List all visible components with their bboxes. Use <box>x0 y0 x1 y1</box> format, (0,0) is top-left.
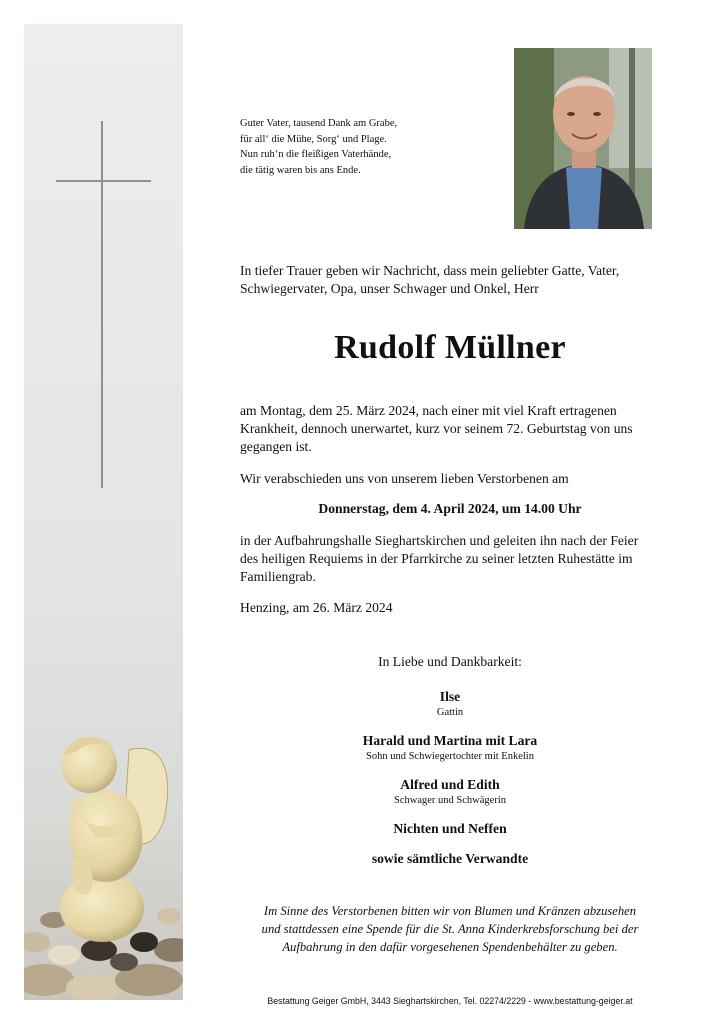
donation-note <box>200 902 700 956</box>
donation-note-line: Im Sinne des Verstorbenen bitten wir von Blumen und Kränzen abzusehen <box>263 904 637 918</box>
ceremony-line: Familiengrab. <box>240 569 316 584</box>
place-date: Henzing, am 26. März 2024 <box>240 600 393 615</box>
death-notice-line: Krankheit, dennoch unerwartet, kurz vor seinem 72. Geburtstag von uns <box>240 421 633 436</box>
memorial-poem <box>240 116 480 178</box>
death-notice-line: gegangen ist. <box>240 439 312 454</box>
cross-icon-bar <box>56 180 151 182</box>
announcement-intro <box>240 262 660 298</box>
poem-line: Nun ruh‘n die fleißigen Vaterhände, <box>240 149 392 160</box>
farewell-intro: Wir verabschieden uns von unserem lieben Verstorbenen am <box>240 471 569 486</box>
death-notice <box>240 402 660 456</box>
death-notice-line: am Montag, dem 25. März 2024, nach einer mit viel Kraft ertragenen <box>240 403 617 418</box>
deceased-name: Rudolf Müllner <box>334 329 566 366</box>
mourner-relation: Gattin <box>436 707 464 718</box>
mourner-entry <box>240 688 660 719</box>
cross-icon <box>101 121 103 488</box>
poem-line: für all‘ die Mühe, Sorg‘ und Plage. <box>240 133 387 145</box>
ceremony-details <box>240 532 660 586</box>
mourner-entry <box>240 776 660 807</box>
mourner-relation: Schwager und Schwägerin <box>394 795 506 806</box>
ceremony-line: des heiligen Requiems in der Pfarrkirche zu seiner letzten Ruhestätte im <box>240 551 633 566</box>
love-line: In Liebe und Dankbarkeit: <box>378 654 522 669</box>
mourner-name: Ilse <box>439 689 461 704</box>
mourner-name: Nichten und Neffen <box>393 821 507 836</box>
poem-line: Guter Vater, tausend Dank am Grabe, <box>240 118 398 129</box>
mourner-relation: Sohn und Schwiegertochter mit Enkelin <box>366 751 534 762</box>
decorative-side-strip <box>24 24 183 1000</box>
ceremony-line: in der Aufbahrungshalle Sieghartskirchen und geleiten ihn nach der Feier <box>240 533 639 548</box>
mourner-name: sowie sämtliche Verwandte <box>371 851 529 866</box>
portrait-photo <box>514 48 652 229</box>
intro-line: In tiefer Trauer geben wir Nachricht, dass mein geliebter Gatte, Vater, <box>240 263 620 278</box>
donation-note-line: und stattdessen eine Spende für die St. Anna Kinderkrebsforschung bei der <box>261 922 639 936</box>
funeral-home-footer: Bestattung Geiger GmbH, 3443 Sieghartskirchen, Tel. 02274/2229 - www.bestattung-geiger.at <box>267 996 633 1006</box>
ceremony-date: Donnerstag, dem 4. April 2024, um 14.00 Uhr <box>318 501 582 516</box>
mourner-name: Alfred und Edith <box>400 777 500 792</box>
poem-line: die tätig waren bis ans Ende. <box>240 164 361 176</box>
donation-note-line: Aufbahrung in den dafür vorgesehenen Spendenbehälter zu geben. <box>282 940 618 954</box>
mourner-name: Harald und Martina mit Lara <box>362 733 538 748</box>
angel-figurine-image <box>24 680 183 1000</box>
mourner-entry <box>240 732 660 763</box>
intro-line: Schwiegervater, Opa, unser Schwager und Onkel, Herr <box>240 281 539 296</box>
